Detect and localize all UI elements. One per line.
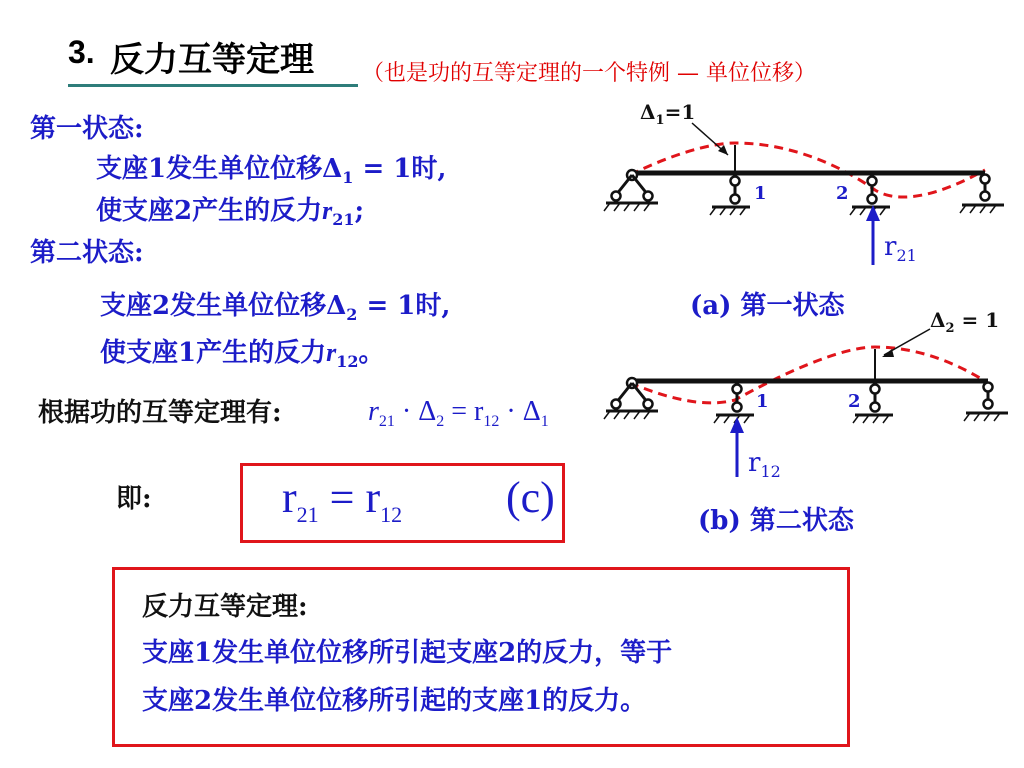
section-number: 3. <box>68 34 95 70</box>
support-2-label-b: 2 <box>848 391 861 412</box>
formula-r21: r <box>368 396 379 427</box>
state2-line1-tail: = 1时, <box>357 291 451 321</box>
theorem-line2: 支座2发生单位位移所引起的支座1的反力。 <box>142 686 647 716</box>
formula-dot1: · Δ <box>394 396 437 427</box>
reaction-arrowhead-b <box>730 417 744 433</box>
state1-delta-sub: 1 <box>342 168 354 187</box>
formula-r12-sub: 12 <box>483 413 500 430</box>
result-equation <box>282 472 402 528</box>
state2-reaction-sub: 12 <box>336 352 359 371</box>
caption-b: (b) 第二状态 <box>698 506 854 536</box>
caption-a: (a) 第一状态 <box>690 291 845 321</box>
roller-support-1-a <box>710 177 750 216</box>
state2-delta-sub: 2 <box>346 305 358 324</box>
state1-reaction: r <box>322 196 333 225</box>
result-lhs: r <box>282 473 297 522</box>
deflection-curve-b <box>630 347 988 403</box>
delta-leader-arrow-b <box>882 349 894 357</box>
result-eq-sign: = r <box>318 473 381 522</box>
delta-label-a: $\Delta_1=1$ <box>640 100 696 128</box>
state1-line1 <box>96 148 446 187</box>
theorem-heading: 反力互等定理: <box>142 592 308 622</box>
state1-reaction-sub: 21 <box>332 210 355 229</box>
support-1-label-b: 1 <box>756 391 769 412</box>
result-tag: (c) <box>506 473 555 522</box>
formula-eq: = r <box>444 396 484 427</box>
reciprocal-formula <box>368 396 549 431</box>
delta-label-b: $\Delta_2 = 1$ <box>930 308 1000 336</box>
title-underline <box>68 84 358 87</box>
page-title: 反力互等定理 <box>110 40 314 80</box>
theorem-line1: 支座1发生单位位移所引起支座2的反力，等于 <box>142 638 673 668</box>
reaction-label-a: $r_{21}$ <box>884 232 917 265</box>
formula-d2-sub: 2 <box>436 413 445 430</box>
state2-line1-text: 支座2发生单位位移 <box>100 291 327 321</box>
state2-heading: 第二状态: <box>30 238 144 268</box>
state1-heading: 第一状态: <box>30 114 144 144</box>
deflection-curve-a <box>630 143 985 197</box>
result-label: 即: <box>116 484 152 514</box>
pin-support-left-b <box>604 378 658 419</box>
result-rhs-sub: 12 <box>380 502 403 527</box>
state2-line2-tail: 。 <box>358 338 385 368</box>
pin-support-left-a <box>604 170 658 211</box>
state1-delta: Δ <box>322 154 343 184</box>
state2-line2-text: 使支座1产生的反力 <box>100 338 327 368</box>
reciprocal-label: 根据功的互等定理有: <box>38 398 282 428</box>
support-2-label-a: 2 <box>836 183 849 204</box>
state1-line1-text: 支座1发生单位位移 <box>96 154 323 184</box>
state2-reaction: r <box>326 338 337 367</box>
diagram-b <box>600 305 1020 485</box>
page-subtitle: （也是功的互等定理的一个特例 — 单位位移） <box>362 61 816 86</box>
state2-line1 <box>100 285 450 324</box>
result-lhs-sub: 21 <box>296 502 319 527</box>
formula-dot2: · Δ <box>499 396 541 427</box>
support-1-label-a: 1 <box>754 183 767 204</box>
roller-support-right-b <box>964 383 1008 422</box>
formula-r21-sub: 21 <box>378 413 395 430</box>
state2-line2 <box>100 332 385 371</box>
state1-line2-tail: ; <box>354 196 365 226</box>
reaction-label-b: $r_{12}$ <box>748 448 781 481</box>
state1-line1-tail: = 1时, <box>353 154 447 184</box>
state2-delta: Δ <box>326 291 347 321</box>
roller-support-right-a <box>960 175 1004 214</box>
state1-line2-text: 使支座2产生的反力 <box>96 196 323 226</box>
roller-support-2-a <box>850 177 890 216</box>
state1-line2 <box>96 190 364 229</box>
formula-d1-sub: 1 <box>540 413 549 430</box>
